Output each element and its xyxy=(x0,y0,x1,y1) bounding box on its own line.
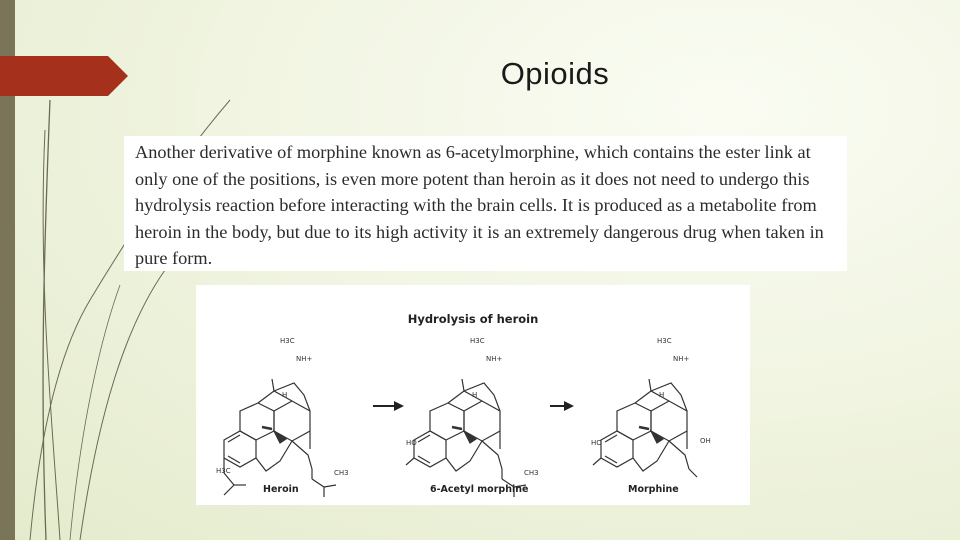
acetylmorphine-right-tail-label: CH3 xyxy=(524,469,539,477)
hydrolysis-figure xyxy=(196,285,750,505)
acetylmorphine-amine-label: NH+ xyxy=(486,355,503,363)
heroin-amine-label: NH+ xyxy=(296,355,313,363)
heroin-right-tail-label: CH3 xyxy=(334,469,349,477)
heroin-left-tail-label: H3C xyxy=(216,467,231,475)
acetylmorphine-h-label: H xyxy=(472,391,478,399)
morphine-amine-label: NH+ xyxy=(673,355,690,363)
acetylmorphine-hydroxyl-label: HO xyxy=(406,439,417,447)
acetylmorphine-methyl-label: H3C xyxy=(470,337,485,345)
caption-morphine: Morphine xyxy=(628,484,679,495)
heroin-h-label: H xyxy=(282,391,288,399)
caption-heroin: Heroin xyxy=(263,484,299,495)
slide-title: Opioids xyxy=(500,56,610,91)
body-text-box xyxy=(124,136,847,271)
morphine-right-hydroxyl-label: OH xyxy=(700,437,711,445)
morphine-methyl-label: H3C xyxy=(657,337,672,345)
reaction-arrow-2 xyxy=(550,401,574,411)
body-paragraph: Another derivative of morphine known as 6-acetylmorphine, which contains the ester link at only one of the positions, is even more potent than heroin as it does not need to undergo this hydrolysis reaction before interacting with the brain cells. It is produced as a metabolite from heroin in the body, but due to its high activity it is an extremely dangerous drug when taken in pure form. xyxy=(135,142,824,268)
heroin-methyl-label: H3C xyxy=(280,337,295,345)
title-accent-tab xyxy=(0,56,128,96)
caption-6-acetyl-morphine: 6-Acetyl morphine xyxy=(430,484,529,495)
reaction-arrow-1 xyxy=(373,401,404,411)
morphine-hydroxyl-label: HO xyxy=(591,439,602,447)
figure-title: Hydrolysis of heroin xyxy=(407,312,539,326)
morphine-h-label: H xyxy=(659,391,665,399)
